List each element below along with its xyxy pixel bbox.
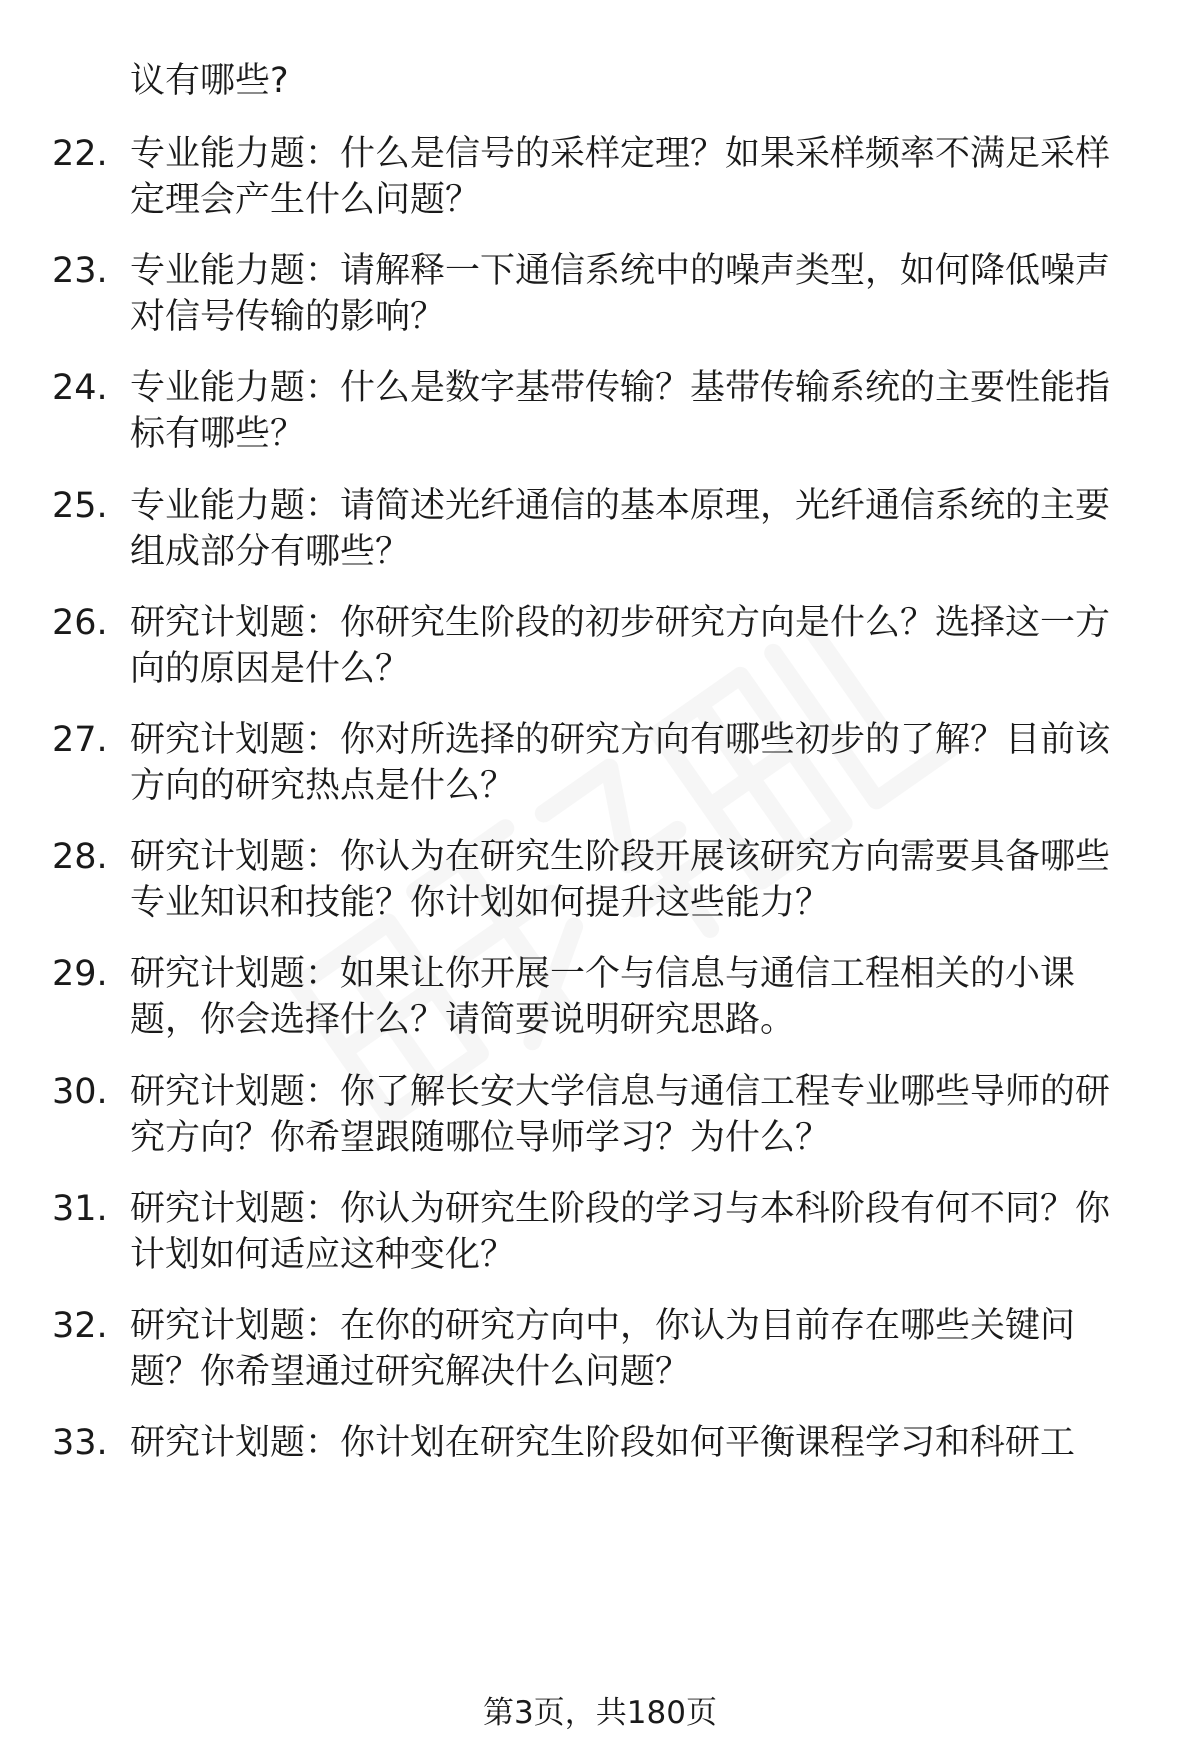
question-line: 方向的研究热点是什么？ [130,766,516,806]
question-number: 29. [52,954,108,994]
question-line: 研究计划题：你认为在研究生阶段开展该研究方向需要具备哪些 [130,837,1111,877]
question-text [130,834,1140,926]
question-text [130,1186,1140,1278]
question-line: 向的原因是什么？ [130,649,411,689]
question-line: 研究计划题：如果让你开展一个与信息与通信工程相关的小课 [130,954,1076,994]
question-number: 30. [52,1072,108,1112]
question-number: 25. [52,486,108,526]
question-number: 28. [52,837,108,877]
continuation-text: 议有哪些? [130,61,289,101]
question-line: 题，你会选择什么？请简要说明研究思路。 [130,1000,796,1040]
question-line: 研究计划题：你对所选择的研究方向有哪些初步的了解？目前该 [130,720,1111,760]
question-line: 定理会产生什么问题？ [130,180,481,220]
question-line: 计划如何适应这种变化？ [130,1235,516,1275]
question-text [130,717,1140,809]
question-line: 研究计划题：你了解长安大学信息与通信工程专业哪些导师的研 [130,1072,1111,1112]
question-text [130,600,1140,692]
question-line: 研究计划题：你计划在研究生阶段如何平衡课程学习和科研工 [130,1423,1076,1463]
question-number: 32. [52,1306,108,1346]
question-text [130,1069,1140,1161]
question-number: 22. [52,134,108,174]
question-number: 27. [52,720,108,760]
question-line: 研究计划题：在你的研究方向中，你认为目前存在哪些关键问 [130,1306,1076,1346]
question-text [130,248,1140,340]
question-number: 24. [52,368,108,408]
question-line: 标有哪些？ [130,414,306,454]
question-line: 专业能力题：什么是信号的采样定理？如果采样频率不满足采样 [130,134,1111,174]
question-line: 专业能力题：请简述光纤通信的基本原理，光纤通信系统的主要 [130,486,1111,526]
question-text [130,1303,1140,1395]
question-line: 研究计划题：你认为研究生阶段的学习与本科阶段有何不同？你 [130,1189,1111,1229]
question-number: 33. [52,1423,108,1463]
question-text [130,951,1140,1043]
question-number: 26. [52,603,108,643]
question-line: 组成部分有哪些？ [130,532,411,572]
question-number: 31. [52,1189,108,1229]
question-text [130,365,1140,457]
question-number: 23. [52,251,108,291]
page-footer: 第3页，共180页 [483,1695,717,1731]
question-line: 专业能力题：什么是数字基带传输？基带传输系统的主要性能指 [130,368,1111,408]
question-line: 专业能力题：请解释一下通信系统中的噪声类型，如何降低噪声 [130,251,1111,291]
question-text [130,483,1140,575]
question-line: 专业知识和技能？你计划如何提升这些能力？ [130,883,831,923]
question-line: 题？你希望通过研究解决什么问题？ [130,1352,691,1392]
question-text [130,1420,1140,1466]
question-line: 对信号传输的影响？ [130,297,446,337]
question-line: 研究计划题：你研究生阶段的初步研究方向是什么？选择这一方 [130,603,1111,643]
question-text [130,131,1140,223]
question-line: 究方向？你希望跟随哪位导师学习？为什么？ [130,1118,831,1158]
